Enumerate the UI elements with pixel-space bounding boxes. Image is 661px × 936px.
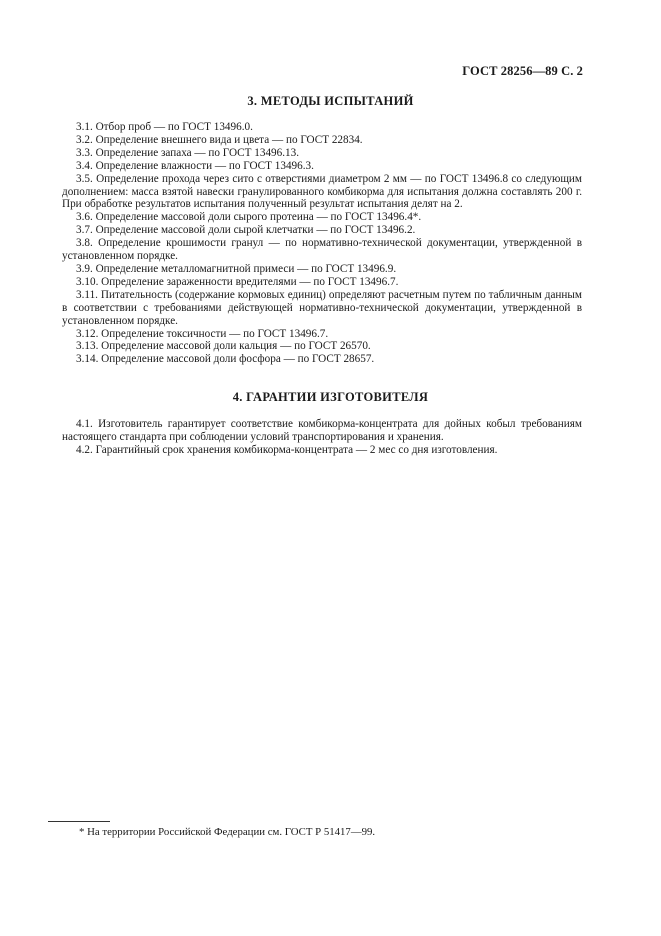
- paragraph-3-10: 3.10. Определение зараженности вредителями — по ГОСТ 13496.7.: [76, 275, 399, 288]
- paragraph-3-12: 3.12. Определение токсичности — по ГОСТ 13496.7.: [76, 327, 329, 340]
- paragraph-3-7: 3.7. Определение массовой доли сырой клетчатки — по ГОСТ 13496.2.: [76, 224, 416, 237]
- paragraph-3-1: 3.1. Отбор проб — по ГОСТ 13496.0.: [76, 121, 253, 133]
- footnote: * На территории Российской Федерации см. ГОСТ Р 51417—99.: [79, 826, 376, 838]
- paragraph-3-3: 3.3. Определение запаха — по ГОСТ 13496.13.: [76, 146, 300, 159]
- paragraph-3-5: 3.5. Определение прохода через сито с отверстиями диаметром 2 мм — по ГОСТ 13496.8 со следующим дополнением: масса взятой навески гранулированного комбикорма для испытания должна составлять 200 г. При обработке результатов испытания полученный результат испытания делят на 2.: [62, 172, 582, 211]
- paragraph-3-13: 3.13. Определение массовой доли кальция — по ГОСТ 26570.: [76, 340, 371, 353]
- paragraph-3-11: 3.11. Питательность (содержание кормовых единиц) определяют расчетным путем по табличным данным в соответствии с требованиями действующей нормативно-технической документации, утвержденной в установленном порядке.: [62, 288, 582, 327]
- paragraph-3-2: 3.2. Определение внешнего вида и цвета — по ГОСТ 22834.: [76, 133, 363, 146]
- paragraph-3-8: 3.8. Определение крошимости гранул — по нормативно-технической документации, утвержденной в установленном порядке.: [62, 237, 582, 263]
- footnote-divider: [48, 821, 110, 822]
- section-3-body: [62, 121, 582, 366]
- paragraph-4-1: 4.1. Изготовитель гарантирует соответствие комбикорма-концентрата для дойных кобыл требованиям настоящего стандарта при соблюдении условий транспортирования и хранения.: [62, 418, 582, 443]
- section-3-title: 3. МЕТОДЫ ИСПЫТАНИЙ: [247, 94, 414, 108]
- paragraph-3-6: 3.6. Определение массовой доли сырого протеина — по ГОСТ 13496.4*.: [76, 211, 422, 224]
- document-header: ГОСТ 28256—89 С. 2: [462, 64, 583, 78]
- paragraph-3-14: 3.14. Определение массовой доли фосфора — по ГОСТ 28657.: [76, 353, 375, 366]
- section-4-title: 4. ГАРАНТИИ ИЗГОТОВИТЕЛЯ: [232, 390, 429, 404]
- paragraph-3-4: 3.4. Определение влажности — по ГОСТ 13496.3.: [76, 159, 314, 172]
- paragraph-4-2: 4.2. Гарантийный срок хранения комбикорма-концентрата — 2 мес со дня изготовления.: [76, 443, 498, 456]
- paragraph-3-9: 3.9. Определение металломагнитной примеси — по ГОСТ 13496.9.: [76, 262, 397, 275]
- section-4-body: [62, 418, 582, 457]
